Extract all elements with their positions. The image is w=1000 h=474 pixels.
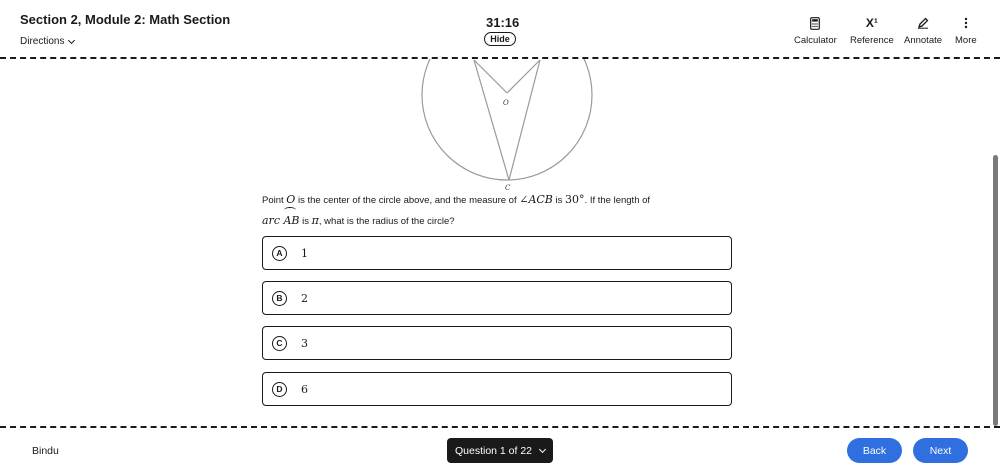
- timer: 31:16: [486, 15, 520, 30]
- stem-text: , what is the radius of the circle?: [318, 216, 455, 227]
- math-arc-word: arc: [262, 214, 284, 227]
- choice-value: 6: [301, 382, 308, 396]
- scrollbar[interactable]: [993, 155, 998, 426]
- question-navigator-button[interactable]: [447, 438, 553, 463]
- question-stem: [262, 190, 732, 232]
- chevron-down-icon: [68, 36, 75, 43]
- next-button[interactable]: Next: [913, 438, 968, 463]
- choice-letter: D: [272, 382, 287, 397]
- calculator-label: Calculator: [794, 35, 837, 46]
- choice-value: 1: [301, 246, 308, 260]
- student-name: Bindu: [32, 445, 59, 457]
- circle-figure: [410, 59, 610, 198]
- math-arc-name: AB: [283, 214, 300, 227]
- center-label: O: [503, 99, 509, 107]
- question-line-2: [262, 211, 732, 232]
- more-label: More: [955, 35, 977, 46]
- footer-divider: [0, 426, 1000, 428]
- more-vertical-icon: [964, 16, 968, 30]
- back-button[interactable]: Back: [847, 438, 902, 463]
- stem-text: . If the length of: [584, 195, 651, 206]
- section-title: Section 2, Module 2: Math Section: [20, 12, 231, 27]
- top-bar: [0, 0, 1000, 58]
- answer-choice-b[interactable]: [262, 281, 732, 315]
- pen-icon: [917, 16, 929, 30]
- stem-text: is: [552, 195, 566, 206]
- question-line-1: [262, 190, 732, 211]
- more-button[interactable]: [955, 16, 977, 46]
- choice-letter: B: [272, 291, 287, 306]
- stem-text: is: [299, 216, 312, 227]
- math-angle: ∠ACB: [519, 193, 553, 206]
- reference-icon: X¹: [865, 16, 878, 30]
- circle-outline: [422, 59, 592, 180]
- calculator-icon: [810, 16, 820, 30]
- chevron-down-icon: [539, 445, 546, 452]
- stem-text: Point: [262, 195, 287, 206]
- question-nav-label: Question 1 of 22: [454, 444, 533, 457]
- annotate-button[interactable]: [904, 16, 942, 46]
- arc-ab: [283, 211, 299, 232]
- calculator-button[interactable]: [794, 16, 837, 46]
- choice-letter: A: [272, 246, 287, 261]
- stem-text: is the center of the circle above, and the measure of: [295, 195, 520, 206]
- annotate-label: Annotate: [904, 35, 943, 46]
- choice-value: 3: [301, 336, 308, 350]
- point-c-label: C: [505, 184, 511, 192]
- radius-ob: [507, 60, 540, 93]
- reference-button[interactable]: [850, 16, 894, 46]
- hide-timer-button[interactable]: Hide: [484, 32, 516, 46]
- chord-bc: [509, 60, 540, 180]
- answer-choice-a[interactable]: [262, 236, 732, 270]
- answer-choice-c[interactable]: [262, 326, 732, 360]
- circle-diagram: [410, 59, 610, 193]
- arc-mark: [284, 207, 296, 213]
- choice-letter: C: [272, 336, 287, 351]
- math-pi: π: [311, 214, 319, 227]
- math-degrees: 30°: [565, 193, 585, 206]
- math-o: O: [286, 193, 296, 206]
- directions-toggle[interactable]: [20, 36, 74, 47]
- answer-choice-d[interactable]: [262, 372, 732, 406]
- choice-value: 2: [301, 291, 308, 305]
- reference-label: Reference: [850, 35, 894, 46]
- directions-label: Directions: [20, 36, 65, 47]
